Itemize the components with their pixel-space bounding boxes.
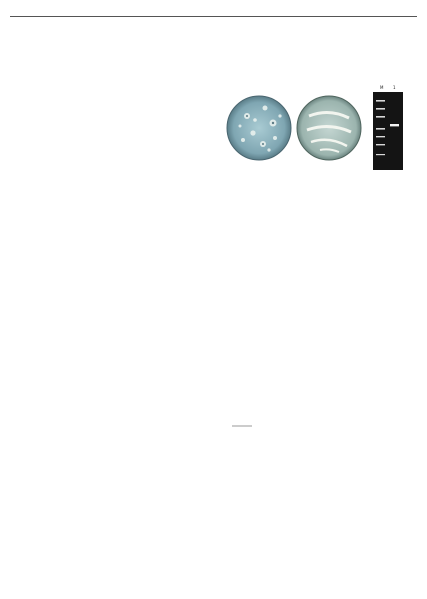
running-header	[0, 0, 427, 22]
plate-a	[227, 96, 291, 160]
svg-text:1: 1	[393, 85, 396, 90]
header-rule	[10, 16, 417, 17]
gel-c	[373, 92, 403, 170]
figure-2-tree	[222, 292, 418, 434]
phylogenetic-tree	[222, 292, 418, 434]
figure-1-graphic	[225, 78, 420, 206]
svg-text:M: M	[380, 85, 384, 90]
figure-1	[225, 78, 420, 206]
